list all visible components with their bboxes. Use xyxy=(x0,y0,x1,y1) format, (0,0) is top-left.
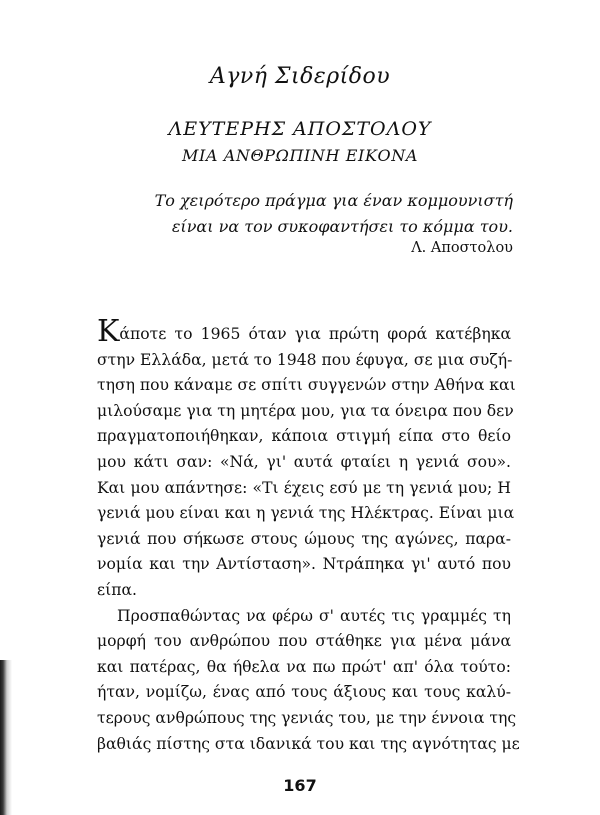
text-line: τηση που κάναμε σε σπίτι συγγενών στην Αθήνα και xyxy=(97,376,516,395)
text-line: μου κάτι σαν: «Νά, γι' αυτά φταίει η γενιά σου». xyxy=(97,452,511,471)
text-line: μιλούσαμε για τη μητέρα μου, για τα όνειρα που δεν xyxy=(97,401,514,420)
epigraph-line: είναι να τον συκοφαντήσει το κόμμα του. xyxy=(171,217,513,236)
text-line: γενιά που σήκωσε στους ώμους της αγώνες, παρα- xyxy=(97,529,511,548)
text-line xyxy=(97,314,511,349)
text-line: Και μου απάντησε: «Τι έχεις εσύ με τη γενιά μου; Η xyxy=(97,478,511,497)
text-line: βαθιάς πίστης στα ιδανικά του και της αγνότητας με xyxy=(97,734,520,753)
text-line: Προσπαθώντας να φέρω σ' αυτές τις γραμμές τη xyxy=(117,606,511,625)
paragraph-2 xyxy=(97,604,520,758)
epigraph-source: Λ. Αποστολου xyxy=(411,240,513,256)
text-line: γενιά μου είναι και η γενιά της Ηλέκτρας. Είναι μια xyxy=(97,504,515,523)
text-line: στην Ελλάδα, μετά το 1948 που έφυγα, σε μια συζή- xyxy=(97,350,513,369)
text-line: μορφή του ανθρώπου που στάθηκε για μένα μάνα xyxy=(97,632,511,651)
chapter-subtitle: ΜΙΑ ΑΝΘΡΩΠΙΝΗ ΕΙΚΟΝΑ xyxy=(182,146,418,165)
page-number: 167 xyxy=(283,776,317,795)
chapter-author: Αγνή Σιδερίδου xyxy=(209,64,391,89)
chapter-title: ΛΕΥΤΕΡΗΣ ΑΠΟΣΤΟΛΟΥ xyxy=(168,118,432,140)
text-line: πραγματοποιήθηκαν, κάποια στιγμή είπα στο θείο xyxy=(97,427,511,446)
drop-cap: Κ xyxy=(97,314,120,349)
text-line: είπα. xyxy=(97,580,137,599)
epigraph-line: Το χειρότερο πράγμα για έναν κομμουνιστή xyxy=(154,191,513,210)
text-line-content: άποτε το 1965 όταν για πρώτη φορά κατέβηκα xyxy=(119,325,511,343)
body-text xyxy=(97,314,520,757)
text-line: νομία και την Αντίσταση». Ντράπηκα γι' αυτό που xyxy=(97,555,511,574)
epigraph-quote xyxy=(93,188,513,240)
text-line: τερους ανθρώπους της γενιάς του, με την έννοια της xyxy=(97,708,517,727)
text-line: ήταν, νομίζω, ένας από τους άξιους και τους καλύ- xyxy=(97,683,511,702)
text-line: και πατέρας, θα ήθελα να πω πρώτ' απ' όλα τούτο: xyxy=(97,657,511,676)
paragraph-1 xyxy=(97,314,516,604)
